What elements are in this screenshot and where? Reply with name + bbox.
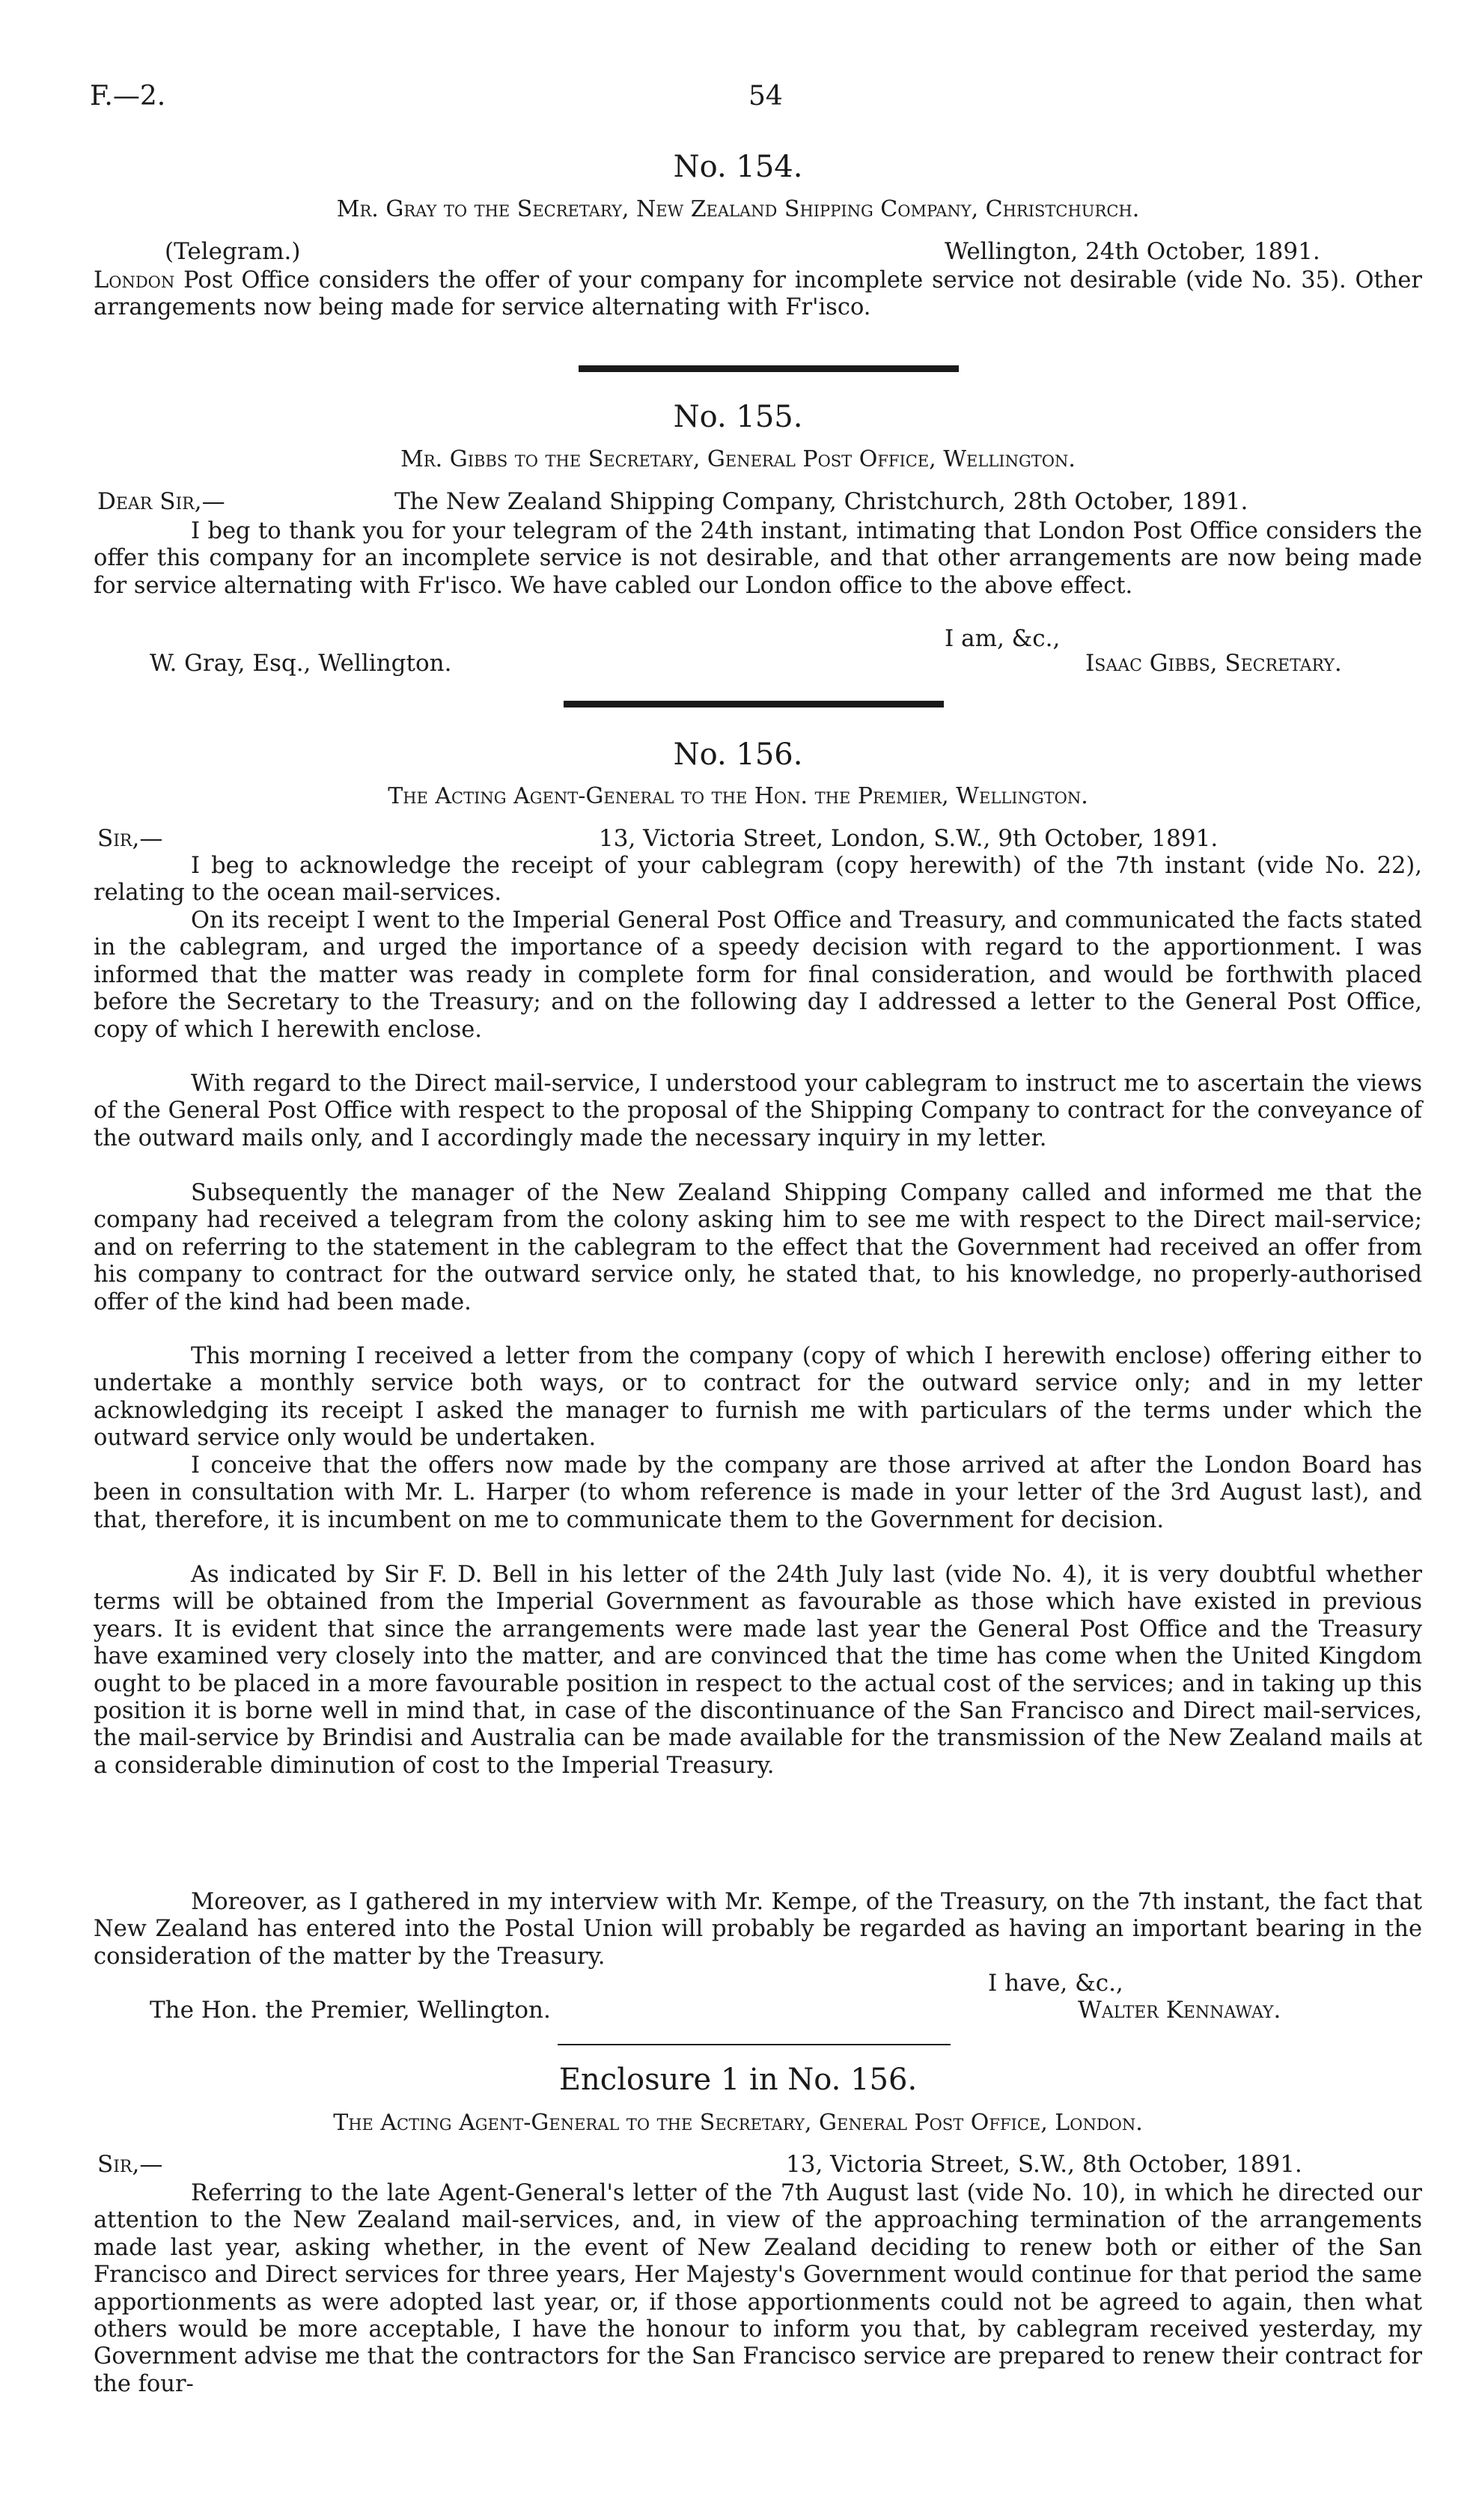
section-divider	[564, 701, 944, 707]
section-155-body: I beg to thank you for your telegram of the 24th instant, intimating that London Post Office considers the offer this company for an incomplete service is not desirable, and that other arrangements are now being made for service alternating with Fr'isco. We have cabled our London office to the above effect.	[94, 518, 1422, 599]
section-154-title: No. 154.	[673, 150, 803, 184]
section-156-address: 13, Victoria Street, London, S.W., 9th October, 1891.	[599, 825, 1219, 852]
section-divider	[579, 365, 959, 372]
section-156-paragraph: I conceive that the offers now made by the company are those arrived at after the London Board has been in consultation with Mr. L. Harper (to whom reference is made in your letter of the 3rd August last), and that, therefore, it is incumbent on me to communicate them to the Government for decision.	[94, 1452, 1422, 1533]
section-154-body-lead: London	[94, 267, 175, 293]
section-156-signature: Walter Kennaway.	[1078, 1997, 1281, 2024]
page-number: 54	[748, 81, 783, 112]
section-156-paragraph: Moreover, as I gathered in my interview with Mr. Kempe, of the Treasury, on the 7th instant, the fact that New Zealand has entered into the Postal Union will probably be regarded as having an important bearing in the consideration of the matter by the Treasury.	[94, 1889, 1422, 1970]
page-header	[90, 81, 1422, 118]
section-156-paragraph: On its receipt I went to the Imperial General Post Office and Treasury, and communicated the facts stated in the cablegram, and urged the importance of a speedy decision with regard to the apportionment. I was informed that the matter was ready in complete form for final consideration, and would be forthwith placed before the Secretary to the Treasury; and on the following day I addressed a letter to the General Post Office, copy of which I herewith enclose.	[94, 907, 1422, 1043]
enclosure-subtitle: The Acting Agent-General to the Secretary, General Post Office, London.	[333, 2110, 1143, 2136]
section-156-paragraph: This morning I received a letter from the company (copy of which I herewith enclose) offering either to undertake a monthly service both ways, or to contract for the outward service only; and in my letter acknowledging its receipt I asked the manager to furnish me with particulars of the terms under which the outward service only would be undertaken.	[94, 1343, 1422, 1452]
section-154-tag: (Telegram.)	[165, 238, 301, 265]
section-154-body-text: Post Office considers the offer of your company for incomplete service not desirable (vide No. 35). Other arrangements now being made for service alternating with Fr'isco.	[94, 267, 1422, 321]
section-156-subtitle: The Acting Agent-General to the Hon. the Premier, Wellington.	[388, 783, 1088, 809]
section-155-address: The New Zealand Shipping Company, Christchurch, 28th October, 1891.	[394, 488, 1248, 515]
enclosure-address: 13, Victoria Street, S.W., 8th October, 1891.	[786, 2151, 1302, 2178]
document-reference: F.—2.	[90, 81, 166, 112]
section-156-paragraph: With regard to the Direct mail-service, I understood your cablegram to instruct me to ascertain the views of the General Post Office with respect to the proposal of the Shipping Company to contract for the conveyance of the outward mails only, and I accordingly made the necessary inquiry in my letter.	[94, 1071, 1422, 1151]
section-156-addressee: The Hon. the Premier, Wellington.	[150, 1997, 551, 2024]
section-divider	[558, 2044, 951, 2045]
enclosure-body: Referring to the late Agent-General's letter of the 7th August last (vide No. 10), in which he directed our attention to the New Zealand mail-services, and, in view of the approaching termination of the arrangements made last year, asking whether, in the event of New Zealand deciding to renew both or either of the San Francisco and Direct services for three years, Her Majesty's Government would continue for that period the same apportionments as were adopted last year, or, if those apportionments could not be agreed to again, then what others would be more acceptable, I have the honour to inform you that, by cablegram received yesterday, my Government advise me that the contractors for the San Francisco service are prepared to renew their contract for the four-	[94, 2180, 1422, 2397]
section-154-date: Wellington, 24th October, 1891.	[945, 238, 1320, 265]
section-154-body	[94, 267, 1422, 322]
section-156-paragraph: I beg to acknowledge the receipt of your cablegram (copy herewith) of the 7th instant (vide No. 22), relating to the ocean mail-services.	[94, 853, 1422, 907]
section-155-salutation: Dear Sir,—	[97, 488, 225, 515]
section-156-salutation: Sir,—	[97, 825, 163, 852]
section-156-paragraph: Subsequently the manager of the New Zealand Shipping Company called and informed me that the company had received a telegram from the colony asking him to see me with respect to the Direct mail-service; and on referring to the statement in the cablegram to the effect that the Government had received an offer from his company to contract for the outward service only, he stated that, to his knowledge, no properly-authorised offer of the kind had been made.	[94, 1180, 1422, 1315]
section-155-signature: Isaac Gibbs, Secretary.	[1085, 650, 1342, 677]
section-155-subtitle: Mr. Gibbs to the Secretary, General Post Office, Wellington.	[400, 446, 1076, 472]
section-155-closing: I am, &c.,	[945, 625, 1061, 652]
enclosure-title: Enclosure 1 in No. 156.	[558, 2063, 918, 2097]
section-155-addressee: W. Gray, Esq., Wellington.	[150, 650, 452, 677]
section-156-paragraph: As indicated by Sir F. D. Bell in his letter of the 24th July last (vide No. 4), it is very doubtful whether terms will be obtained from the Imperial Government as favourable as those which have existed in previous years. It is evident that since the arrangements were made last year the General Post Office and the Treasury have examined very closely into the matter, and are convinced that the time has come when the United Kingdom ought to be placed in a more favourable position in respect to the actual cost of the services; and in taking up this position it is borne well in mind that, in case of the discontinuance of the San Francisco and Direct mail-services, the mail-service by Brindisi and Australia can be made available for the transmission of the New Zealand mails at a considerable diminution of cost to the Imperial Treasury.	[94, 1562, 1422, 1779]
section-156-title: No. 156.	[673, 737, 803, 772]
section-155-title: No. 155.	[673, 400, 803, 434]
enclosure-salutation: Sir,—	[97, 2151, 163, 2178]
section-154-subtitle: Mr. Gray to the Secretary, New Zealand Shipping Company, Christchurch.	[336, 196, 1140, 222]
section-156-closing: I have, &c.,	[988, 1970, 1123, 1997]
